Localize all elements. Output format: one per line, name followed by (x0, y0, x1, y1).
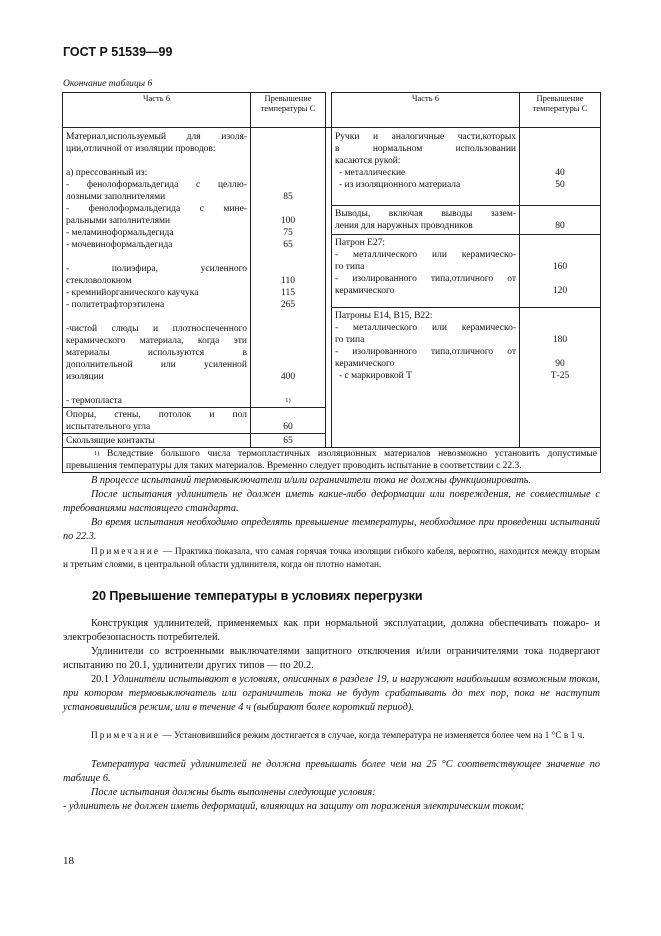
supports-row: Опоры, стены, потолок и пол испытательного угла 60 (63, 408, 601, 434)
header-part-left: Часть 6 (63, 93, 251, 128)
right-text-column (332, 128, 520, 448)
e27-block: Патрон Е27: - металлического или керамическо- го типа - изолированного типа,отличного от керамического (332, 235, 519, 308)
section-title: 20 Превышение температуры в условиях перегрузки (92, 589, 423, 603)
footnote-row (63, 448, 601, 473)
terminals-block: Выводы, включая выводы зазем- ления для наружных проводников (332, 206, 519, 235)
paragraph-8: После испытания должны быть выполнены следующие условия: (91, 787, 376, 798)
paragraph-5: Удлинители со встроенными выключателями защитного отключения и/или ограничителями тока подвергают испытанию по 20.1, удлинители других типов — по 20.2. (63, 646, 600, 671)
materials-values: 85 100 75 65 110 115 265 400 1) (251, 128, 326, 408)
table-6 (62, 92, 601, 473)
table-footnote: $^{1)}$ Вследствие большого числа термопластичных изоляционных материалов невозможно установить допустимые превышения температуры для таких материалов. Временно следует проводить испытание в соответствии с 22.3. (63, 448, 601, 473)
e14-block: Патроны Е14, В15, В22: - металлического или керамическо- го типа - изолированного типа,отличного от керамического - с маркировкой Т (335, 311, 516, 381)
paragraph-4: Конструкция удлинителей, применяемых как при нормальной эксплуатации, должна обеспечивать пожаро- и электробезопасность потребителей. (63, 618, 600, 643)
header-rise-left: Превышение температуры С (251, 93, 326, 128)
page-number: 18 (63, 855, 74, 867)
sliding-contacts-row: Скользящие контакты 65 (63, 434, 601, 448)
materials-text: Материал,используемый для изоля- ции,отличной от изоляции проводов: а) прессованный из: - фенолоформальдегида с целлю- лозными заполнителями - фенолоформальдегида с мине- ральными заполнителями - меламиноформальдегида - мочевиноформальдегида - полиэфира, усиленного стекловолокном - кремнийорганического каучука - политетрафторэтилена -чистой слюды и плотноспеченного керамического материала, когда эти материалы используются в дополнительной или усиленной изоляции - термопласта (63, 128, 251, 408)
paragraph-7: Температура частей удлинителей не должна превышать более чем на 25 °С соответствующее значение по таблице 6. (63, 759, 600, 784)
handles-block: Ручки и аналогичные части,которых в нормальном использовании касаются рукой: - металлические - из изоляционного материала (332, 128, 519, 206)
paragraph-6: 20.1 Удлинители испытывают в условиях, описанных в разделе 19, и нагружают наибольшим возможным током, при котором термовыключатель или ограничитель тока не будут срабатывать до тех пор, пока не наступит установившийся режим, или в течение 4 ч (выбирают более короткий период). (63, 674, 601, 713)
table-caption: Окончание таблицы 6 (63, 79, 153, 89)
table-body-row (63, 128, 601, 408)
header-part-right: Часть 6 (332, 93, 520, 128)
paragraph-2: После испытания удлинитель не должен иметь какие-либо деформации или повреждения, не совместимые с требованиями настоящего стандарта. (63, 489, 600, 514)
table-header-row (63, 93, 601, 128)
document-header: ГОСТ Р 51539—99 (63, 45, 173, 59)
note-2: Примечание — Установившийся режим достигается в случае, когда температура не изменяется более чем на 1 °С в 1 ч. (91, 731, 585, 741)
paragraph-1: В процессе испытаний термовыключатели и/или ограничители тока не должны функционировать. (91, 475, 532, 486)
note-1: Примечание — Практика показала, что самая горячая точка изоляции гибкого кабеля, вероятно, находится между вторым и третьим слоями, в центральной области удлинителя, когда он плотно намотан. (63, 547, 600, 570)
header-rise-right: Превышение температуры С (520, 93, 601, 128)
right-values-column: 40 50 80 160 120 180 90 Т-25 (520, 128, 601, 448)
paragraph-3: Во время испытания необходимо определять превышение температуры, необходимое при проведении испытаний по 22.3. (63, 517, 600, 542)
paragraph-9: - удлинитель не должен иметь деформаций, влияющих на защиту от поражения электрическим током; (63, 801, 525, 812)
